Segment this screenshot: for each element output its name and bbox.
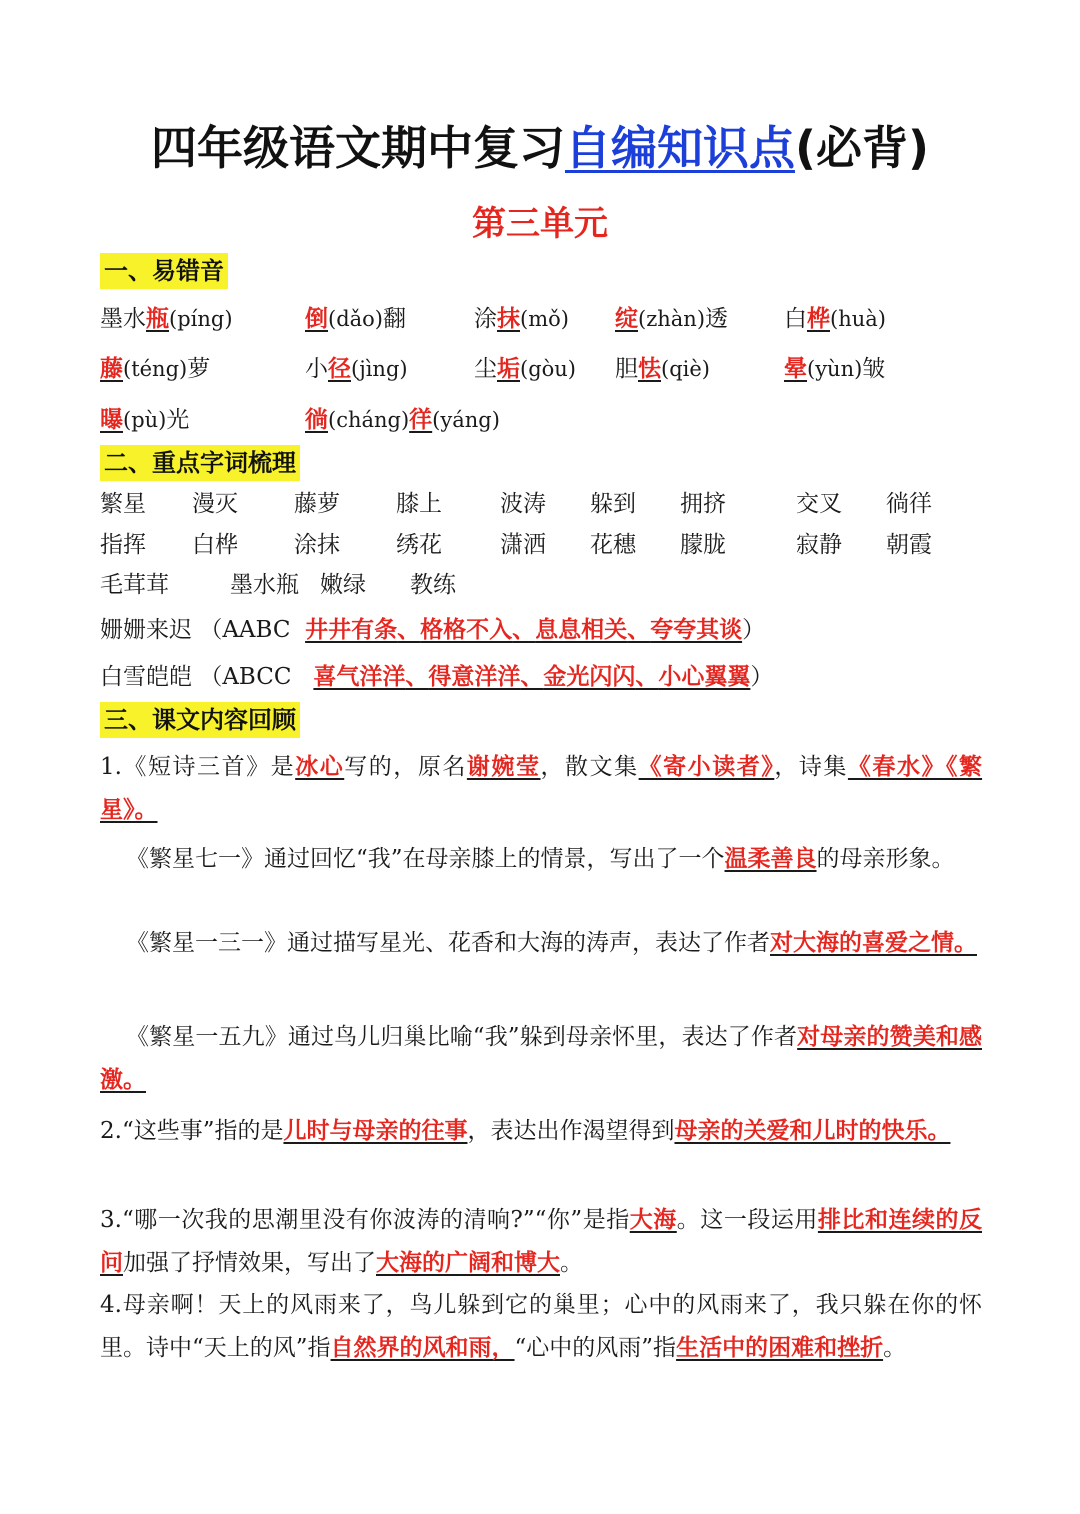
word-item: 徜徉 — [886, 491, 932, 517]
title-main: 四年级语文期中复习 — [150, 121, 565, 175]
word-item: 繁星 — [100, 491, 146, 517]
review-paragraph-2: 《繁星七一》通过回忆“我”在母亲膝上的情景，写出了一个温柔善良的母亲形象。 — [126, 846, 955, 872]
word-item: 教练 — [410, 572, 456, 598]
review-paragraph-3: 《繁星一三一》通过描写星光、花香和大海的涛声，表达了作者对大海的喜爱之情。 — [126, 930, 977, 956]
pinyin-item: 胆怯(qiè) — [615, 356, 710, 382]
pinyin-item: 徜(cháng)徉(yáng) — [305, 407, 500, 433]
idiom-pattern-abcc: 白雪皑皑 （ABCC 喜气洋洋、得意洋洋、金光闪闪、小心翼翼） — [100, 664, 774, 690]
word-item: 花穗 — [590, 532, 636, 558]
word-item: 朦胧 — [680, 532, 726, 558]
pinyin-item: 涂抹(mǒ) — [474, 306, 569, 332]
pinyin-item: 倒(dǎo)翻 — [305, 306, 406, 332]
pinyin-item: 藤(téng)萝 — [100, 356, 211, 382]
word-item: 潇洒 — [500, 532, 546, 558]
word-item: 拥挤 — [680, 491, 726, 517]
title-highlight: 自编知识点 — [564, 121, 795, 175]
pinyin-item: 晕(yùn)皱 — [784, 356, 886, 382]
section-heading-pronunciation: 一、易错音 — [100, 253, 228, 289]
word-item: 墨水瓶 — [230, 572, 299, 598]
word-item: 涂抹 — [294, 532, 340, 558]
review-paragraph-4: 《繁星一五九》通过鸟儿归巢比喻“我”躲到母亲怀里，表达了作者对母亲的赞美和感激。 — [100, 1024, 982, 1093]
word-item: 躲到 — [590, 491, 636, 517]
word-item: 朝霞 — [886, 532, 932, 558]
pinyin-item: 尘垢(gòu) — [474, 356, 576, 382]
section-heading-words: 二、重点字词梳理 — [100, 445, 300, 481]
review-paragraph-1: 1.《短诗三首》是冰心写的，原名谢婉莹，散文集《寄小读者》，诗集《春水》《繁星》。 — [100, 754, 983, 823]
section-heading-review: 三、课文内容回顾 — [100, 702, 300, 738]
pinyin-item: 曝(pù)光 — [100, 407, 190, 433]
word-item: 漫灭 — [192, 491, 238, 517]
word-item: 寂静 — [796, 532, 842, 558]
pinyin-item: 小径(jìng) — [305, 356, 408, 382]
word-item: 毛茸茸 — [100, 572, 169, 598]
word-item: 绣花 — [396, 532, 442, 558]
pinyin-item: 墨水瓶(píng) — [100, 306, 233, 332]
review-paragraph-6: 3.“哪一次我的思潮里没有你波涛的清响?”“你”是指大海。这一段运用排比和连续的反问加强了抒情效果，写出了大海的广阔和博大。 — [100, 1207, 983, 1276]
word-item: 嫩绿 — [320, 572, 366, 598]
pinyin-item: 绽(zhàn)透 — [615, 306, 729, 332]
word-item: 藤萝 — [294, 491, 340, 517]
word-item: 膝上 — [396, 491, 442, 517]
idiom-pattern-aabc: 姗姗来迟 （AABC 井井有条、格格不入、息息相关、夸夸其谈） — [100, 617, 766, 643]
word-item: 波涛 — [500, 491, 546, 517]
review-paragraph-7: 4.母亲啊！天上的风雨来了，鸟儿躲到它的巢里；心中的风雨来了，我只躲在你的怀里。诗中“天上的风”指自然界的风和雨，“心中的风雨”指生活中的困难和挫折。 — [100, 1292, 982, 1361]
unit-title: 第三单元 — [472, 204, 608, 244]
word-item: 指挥 — [100, 532, 146, 558]
pinyin-item: 白桦(huà) — [784, 306, 886, 332]
word-item: 白桦 — [192, 532, 238, 558]
review-paragraph-5: 2.“这些事”指的是儿时与母亲的往事，表达出作渴望得到母亲的关爱和儿时的快乐。 — [100, 1118, 951, 1144]
word-item: 交叉 — [796, 491, 842, 517]
page-title — [0, 112, 1080, 178]
title-suffix: (必背) — [794, 121, 930, 175]
